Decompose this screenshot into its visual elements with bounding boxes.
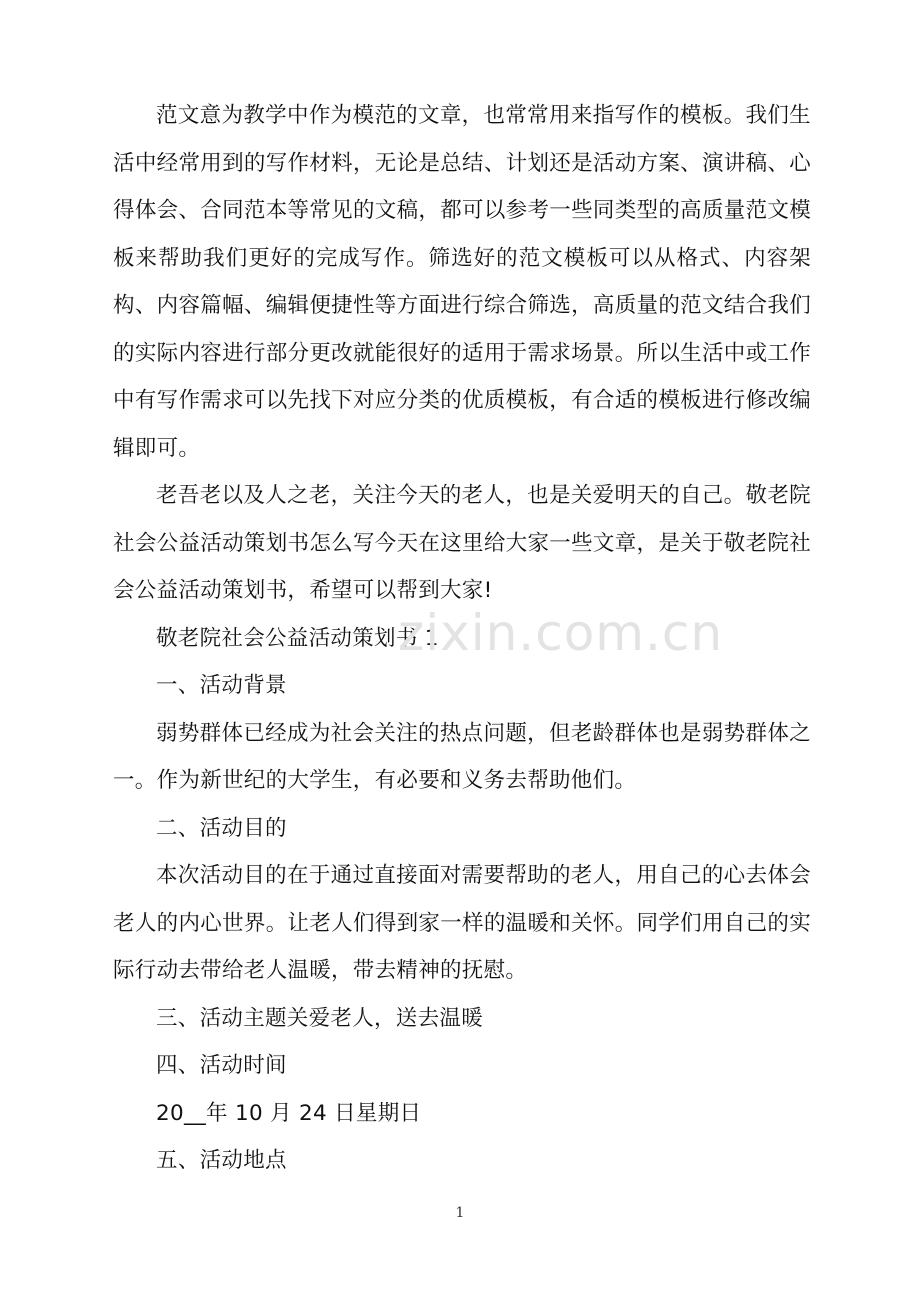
section-heading-purpose: 二、活动目的	[156, 815, 287, 841]
paragraph-preface: 老吾老以及人之老，关注今天的老人，也是关爱明天的自己。敬老院社会公益活动策划书怎么写今天在这里给大家一些文章，是关于敬老院社会公益活动策划书，希望可以帮到大家!	[113, 483, 811, 603]
section-heading-theme: 三、活动主题关爱老人，送去温暖	[156, 1005, 484, 1031]
paragraph-background: 弱势群体已经成为社会关注的热点问题，但老龄群体也是弱势群体之一。作为新世纪的大学生，有必要和义务去帮助他们。	[113, 720, 811, 793]
section-heading-location: 五、活动地点	[156, 1148, 287, 1173]
section-heading-time: 四、活动时间	[156, 1053, 287, 1078]
paragraph-purpose: 本次活动目的在于通过直接面对需要帮助的老人，用自己的心去体会老人的内心世界。让老人们得到家一样的温暖和关怀。同学们用自己的实际行动去带给老人温暖，带去精神的抚慰。	[113, 863, 811, 983]
paragraph-date: 20__年 10 月 24 日星期日	[156, 1100, 422, 1126]
section-heading-background: 一、活动背景	[156, 673, 287, 698]
paragraph-intro: 范文意为教学中作为模范的文章，也常常用来指写作的模板。我们生活中经常用到的写作材料，无论是总结、计划还是活动方案、演讲稿、心得体会、合同范本等常见的文稿，都可以参考一些同类型的高质量范文模板来帮助我们更好的完成写作。筛选好的范文模板可以从格式、内容架构、内容篇幅、编辑便捷性等方面进行综合筛选，高质量的范文结合我们的实际内容进行部分更改就能很好的适用于需求场景。所以生活中或工作中有写作需求可以先找下对应分类的优质模板，有合适的模板进行修改编辑即可。	[113, 103, 811, 461]
document-title: 敬老院社会公益活动策划书 1	[156, 625, 439, 651]
page-number: 1	[455, 1205, 465, 1221]
watermark-text: zixin.com.cn	[398, 604, 724, 662]
